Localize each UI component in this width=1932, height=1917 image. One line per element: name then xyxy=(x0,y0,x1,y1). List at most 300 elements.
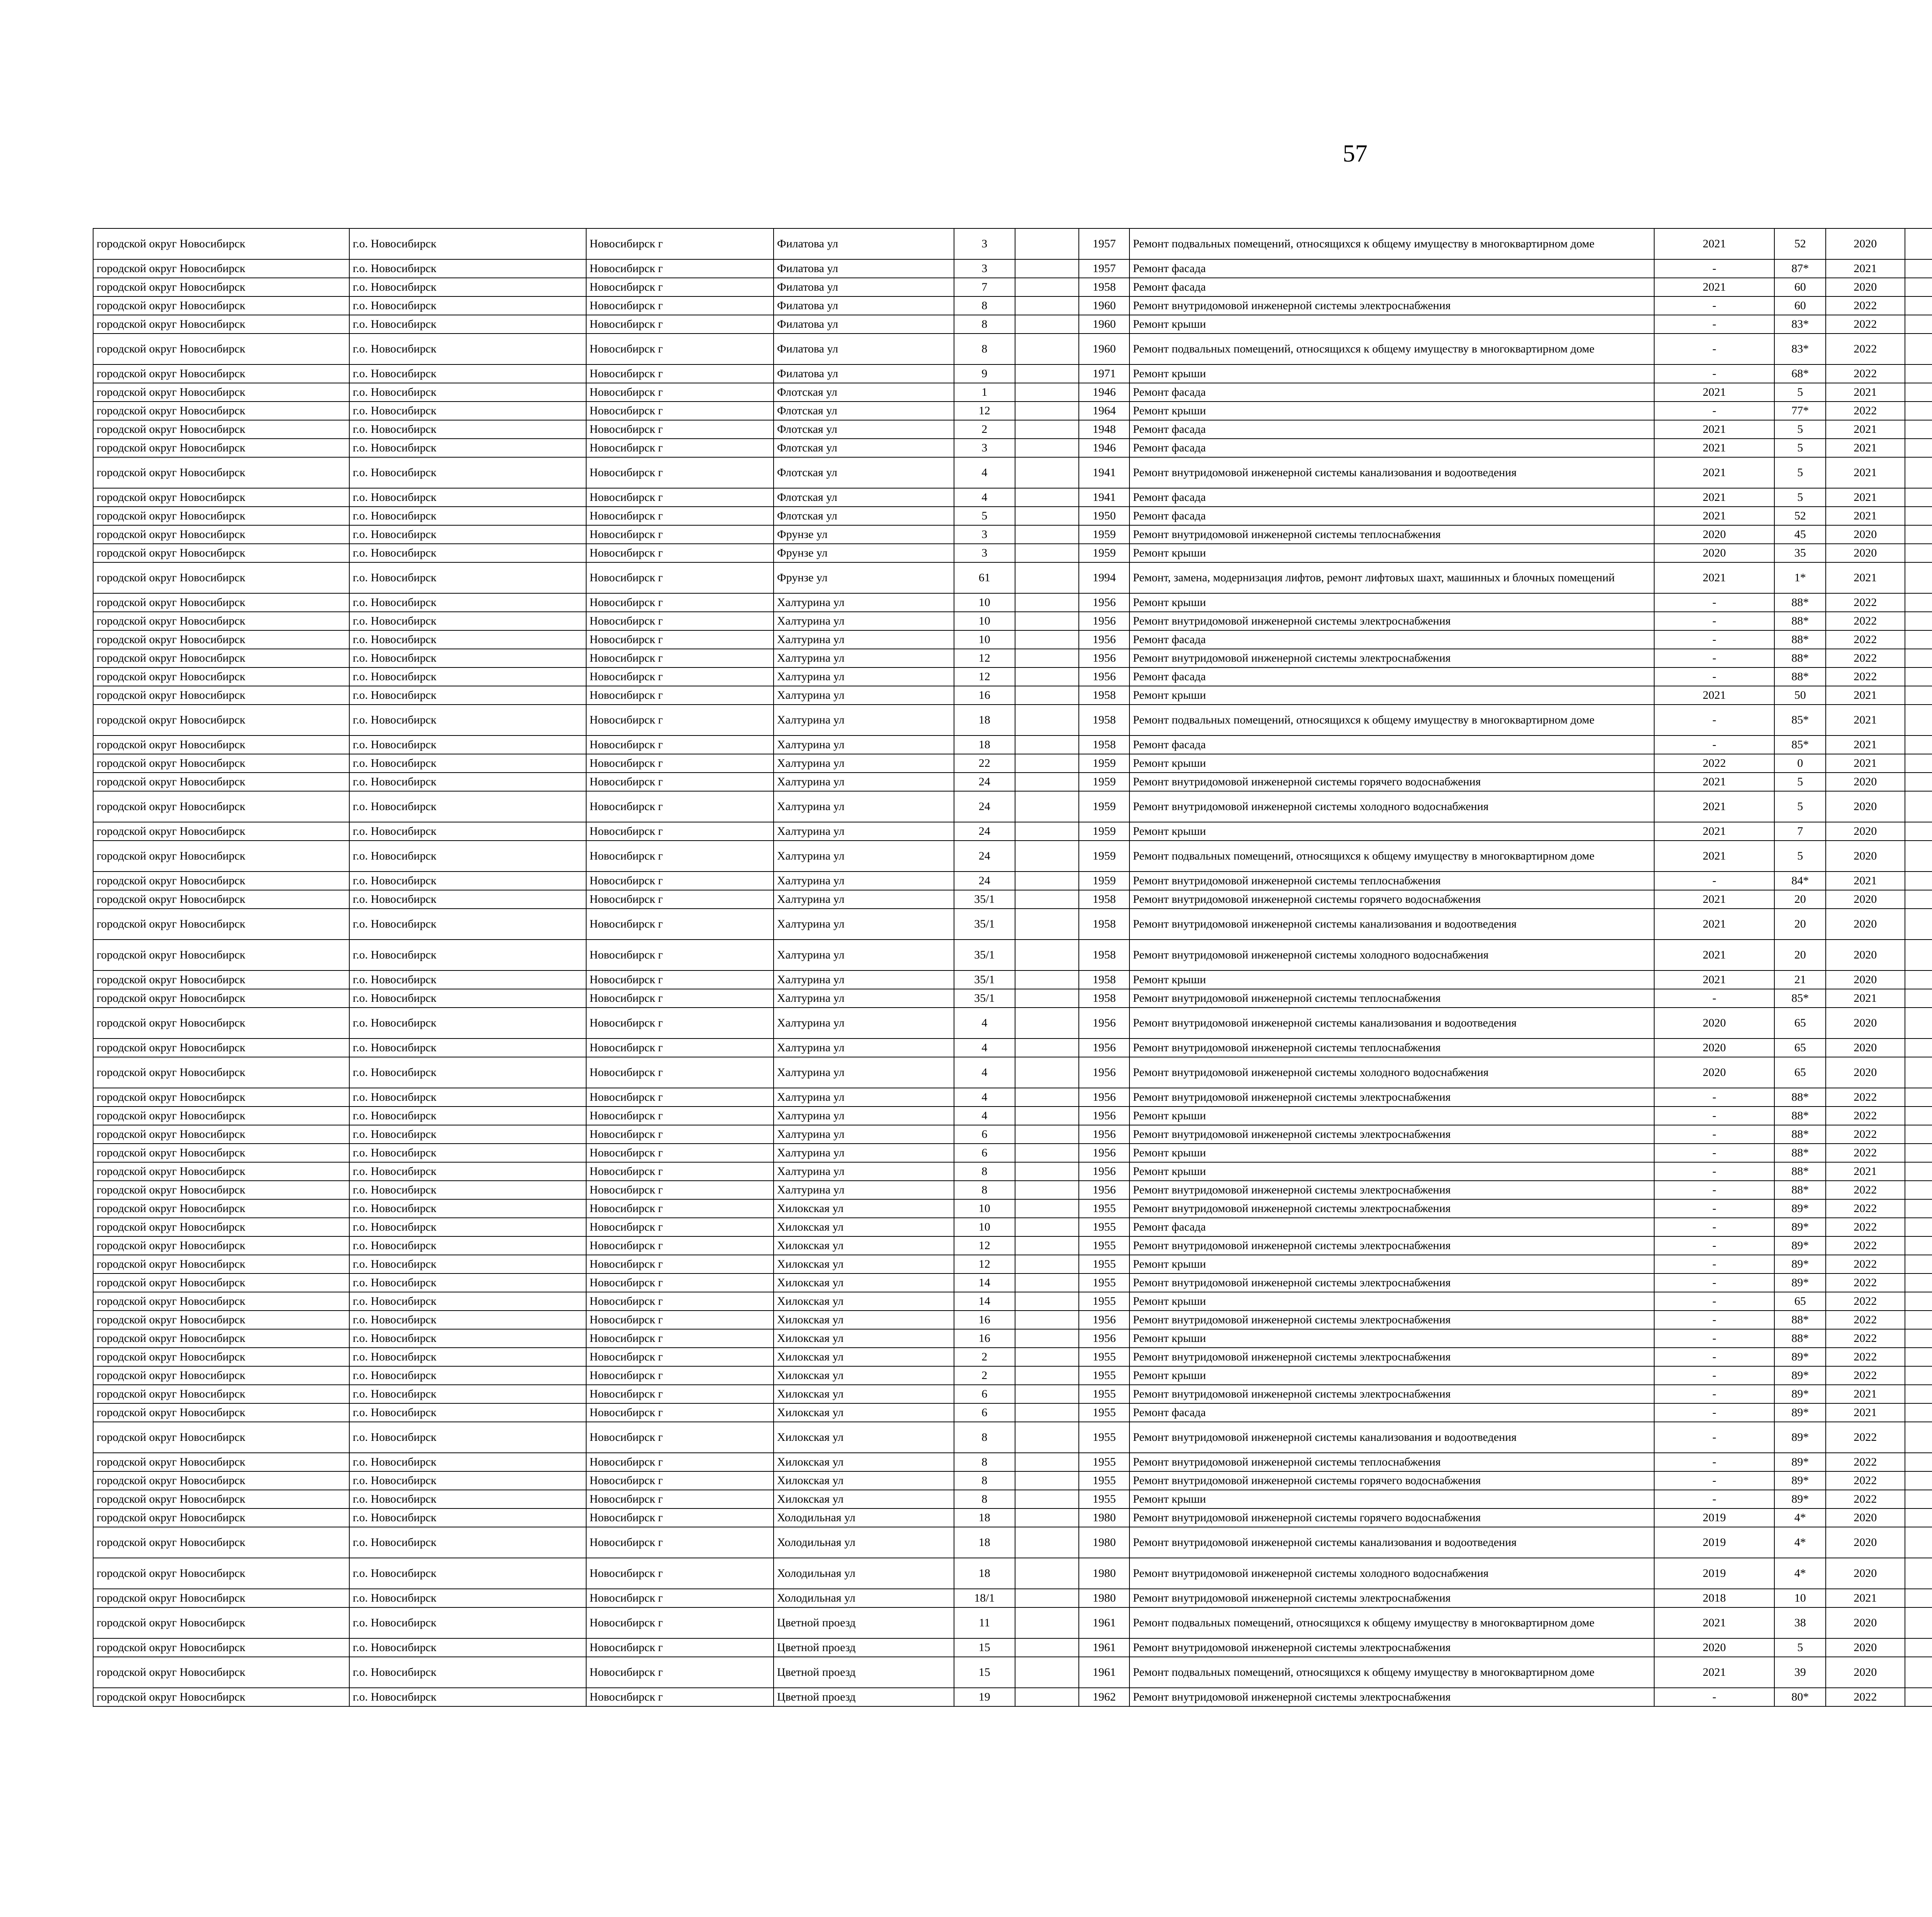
end-year-cell xyxy=(1905,1366,1932,1385)
work-type-cell: Ремонт внутридомовой инженерной системы теплоснабжения xyxy=(1129,525,1654,544)
building-cell xyxy=(1015,1292,1079,1311)
street-cell: Халтурина ул xyxy=(774,989,954,1008)
start-year-cell: 2022 xyxy=(1826,1273,1905,1292)
start-year-cell: 2020 xyxy=(1826,228,1905,259)
street-cell: Филатова ул xyxy=(774,296,954,315)
construction-year-cell: 1958 xyxy=(1079,705,1129,735)
district-cell: г.о. Новосибирск xyxy=(349,315,586,334)
planned-year-cell: 2019 xyxy=(1654,1508,1774,1527)
district-cell: г.о. Новосибирск xyxy=(349,1657,586,1688)
construction-year-cell: 1956 xyxy=(1079,1088,1129,1107)
wear-percent-cell: 88* xyxy=(1774,1181,1826,1199)
table-row xyxy=(93,296,1932,315)
municipality-cell: городской округ Новосибирск xyxy=(93,773,349,791)
municipality-cell: городской округ Новосибирск xyxy=(93,1199,349,1218)
city-cell: Новосибирск г xyxy=(586,735,774,754)
municipality-cell: городской округ Новосибирск xyxy=(93,612,349,630)
table-row xyxy=(93,872,1932,890)
wear-percent-cell: 85* xyxy=(1774,735,1826,754)
wear-percent-cell: 5 xyxy=(1774,383,1826,402)
construction-year-cell: 1958 xyxy=(1079,940,1129,970)
construction-year-cell: 1956 xyxy=(1079,612,1129,630)
table-row xyxy=(93,1638,1932,1657)
building-cell xyxy=(1015,822,1079,841)
end-year-cell xyxy=(1905,315,1932,334)
construction-year-cell: 1955 xyxy=(1079,1218,1129,1236)
district-cell: г.о. Новосибирск xyxy=(349,1107,586,1125)
start-year-cell: 2020 xyxy=(1826,841,1905,872)
building-cell xyxy=(1015,1385,1079,1403)
municipality-cell: городской округ Новосибирск xyxy=(93,1107,349,1125)
street-cell: Фрунзе ул xyxy=(774,562,954,593)
building-cell xyxy=(1015,1008,1079,1039)
work-type-cell: Ремонт внутридомовой инженерной системы электроснабжения xyxy=(1129,1181,1654,1199)
work-type-cell: Ремонт фасада xyxy=(1129,630,1654,649)
table-row xyxy=(93,773,1932,791)
start-year-cell: 2021 xyxy=(1826,1403,1905,1422)
construction-year-cell: 1955 xyxy=(1079,1471,1129,1490)
district-cell: г.о. Новосибирск xyxy=(349,872,586,890)
construction-year-cell: 1956 xyxy=(1079,1162,1129,1181)
street-cell: Хилокская ул xyxy=(774,1255,954,1273)
table-row xyxy=(93,1657,1932,1688)
planned-year-cell: - xyxy=(1654,402,1774,420)
district-cell: г.о. Новосибирск xyxy=(349,1088,586,1107)
district-cell: г.о. Новосибирск xyxy=(349,507,586,525)
municipality-cell: городской округ Новосибирск xyxy=(93,841,349,872)
building-cell xyxy=(1015,841,1079,872)
construction-year-cell: 1958 xyxy=(1079,970,1129,989)
work-type-cell: Ремонт подвальных помещений, относящихся к общему имуществу в многоквартирном доме xyxy=(1129,841,1654,872)
end-year-cell xyxy=(1905,420,1932,439)
table-row xyxy=(93,1403,1932,1422)
work-type-cell: Ремонт внутридомовой инженерной системы электроснабжения xyxy=(1129,296,1654,315)
city-cell: Новосибирск г xyxy=(586,1255,774,1273)
end-year-cell xyxy=(1905,1453,1932,1471)
building-cell xyxy=(1015,1589,1079,1607)
table-row xyxy=(93,420,1932,439)
start-year-cell: 2022 xyxy=(1826,1490,1905,1508)
building-cell xyxy=(1015,488,1079,507)
table-row xyxy=(93,1273,1932,1292)
city-cell: Новосибирск г xyxy=(586,1088,774,1107)
house-number-cell: 4 xyxy=(954,488,1015,507)
construction-year-cell: 1956 xyxy=(1079,593,1129,612)
municipality-cell: городской округ Новосибирск xyxy=(93,1008,349,1039)
district-cell: г.о. Новосибирск xyxy=(349,649,586,667)
work-type-cell: Ремонт внутридомовой инженерной системы электроснабжения xyxy=(1129,1273,1654,1292)
municipality-cell: городской округ Новосибирск xyxy=(93,1348,349,1366)
construction-year-cell: 1956 xyxy=(1079,649,1129,667)
start-year-cell: 2021 xyxy=(1826,872,1905,890)
end-year-cell xyxy=(1905,735,1932,754)
work-type-cell: Ремонт внутридомовой инженерной системы канализования и водоотведения xyxy=(1129,1422,1654,1453)
municipality-cell: городской округ Новосибирск xyxy=(93,315,349,334)
end-year-cell xyxy=(1905,488,1932,507)
house-number-cell: 6 xyxy=(954,1144,1015,1162)
construction-year-cell: 1958 xyxy=(1079,989,1129,1008)
district-cell: г.о. Новосибирск xyxy=(349,488,586,507)
construction-year-cell: 1959 xyxy=(1079,822,1129,841)
building-cell xyxy=(1015,562,1079,593)
district-cell: г.о. Новосибирск xyxy=(349,1403,586,1422)
district-cell: г.о. Новосибирск xyxy=(349,457,586,488)
street-cell: Халтурина ул xyxy=(774,773,954,791)
district-cell: г.о. Новосибирск xyxy=(349,1144,586,1162)
house-number-cell: 8 xyxy=(954,315,1015,334)
city-cell: Новосибирск г xyxy=(586,791,774,822)
building-cell xyxy=(1015,1471,1079,1490)
district-cell: г.о. Новосибирск xyxy=(349,1218,586,1236)
wear-percent-cell: 89* xyxy=(1774,1348,1826,1366)
construction-year-cell: 1959 xyxy=(1079,773,1129,791)
street-cell: Халтурина ул xyxy=(774,940,954,970)
wear-percent-cell: 89* xyxy=(1774,1403,1826,1422)
start-year-cell: 2022 xyxy=(1826,1218,1905,1236)
district-cell: г.о. Новосибирск xyxy=(349,735,586,754)
house-number-cell: 24 xyxy=(954,791,1015,822)
work-type-cell: Ремонт внутридомовой инженерной системы канализования и водоотведения xyxy=(1129,457,1654,488)
street-cell: Халтурина ул xyxy=(774,1039,954,1057)
end-year-cell xyxy=(1905,544,1932,562)
construction-year-cell: 1955 xyxy=(1079,1292,1129,1311)
table-row xyxy=(93,1008,1932,1039)
end-year-cell xyxy=(1905,1490,1932,1508)
start-year-cell: 2022 xyxy=(1826,612,1905,630)
work-type-cell: Ремонт крыши xyxy=(1129,1292,1654,1311)
building-cell xyxy=(1015,1107,1079,1125)
end-year-cell xyxy=(1905,909,1932,940)
street-cell: Хилокская ул xyxy=(774,1490,954,1508)
municipality-cell: городской округ Новосибирск xyxy=(93,791,349,822)
municipality-cell: городской округ Новосибирск xyxy=(93,488,349,507)
table-row xyxy=(93,940,1932,970)
street-cell: Хилокская ул xyxy=(774,1218,954,1236)
building-cell xyxy=(1015,791,1079,822)
street-cell: Хилокская ул xyxy=(774,1236,954,1255)
planned-year-cell: - xyxy=(1654,259,1774,278)
municipality-cell: городской округ Новосибирск xyxy=(93,1490,349,1508)
city-cell: Новосибирск г xyxy=(586,1107,774,1125)
street-cell: Филатова ул xyxy=(774,228,954,259)
start-year-cell: 2021 xyxy=(1826,383,1905,402)
start-year-cell: 2020 xyxy=(1826,940,1905,970)
work-type-cell: Ремонт внутридомовой инженерной системы электроснабжения xyxy=(1129,1236,1654,1255)
start-year-cell: 2021 xyxy=(1826,259,1905,278)
street-cell: Халтурина ул xyxy=(774,754,954,773)
municipality-cell: городской округ Новосибирск xyxy=(93,402,349,420)
street-cell: Хилокская ул xyxy=(774,1292,954,1311)
construction-year-cell: 1960 xyxy=(1079,334,1129,364)
register-body xyxy=(93,228,1932,1706)
wear-percent-cell: 5 xyxy=(1774,773,1826,791)
wear-percent-cell: 50 xyxy=(1774,686,1826,705)
end-year-cell xyxy=(1905,507,1932,525)
planned-year-cell: 2021 xyxy=(1654,686,1774,705)
planned-year-cell: - xyxy=(1654,1199,1774,1218)
end-year-cell xyxy=(1905,1688,1932,1706)
start-year-cell: 2021 xyxy=(1826,507,1905,525)
table-row xyxy=(93,735,1932,754)
start-year-cell: 2022 xyxy=(1826,1107,1905,1125)
table-row xyxy=(93,1508,1932,1527)
wear-percent-cell: 88* xyxy=(1774,593,1826,612)
building-cell xyxy=(1015,1527,1079,1558)
municipality-cell: городской округ Новосибирск xyxy=(93,1236,349,1255)
planned-year-cell: - xyxy=(1654,1422,1774,1453)
work-type-cell: Ремонт внутридомовой инженерной системы горячего водоснабжения xyxy=(1129,773,1654,791)
start-year-cell: 2022 xyxy=(1826,1329,1905,1348)
end-year-cell xyxy=(1905,1508,1932,1527)
start-year-cell: 2022 xyxy=(1826,296,1905,315)
construction-year-cell: 1948 xyxy=(1079,420,1129,439)
street-cell: Халтурина ул xyxy=(774,970,954,989)
city-cell: Новосибирск г xyxy=(586,1508,774,1527)
end-year-cell xyxy=(1905,1236,1932,1255)
house-number-cell: 2 xyxy=(954,420,1015,439)
house-number-cell: 3 xyxy=(954,228,1015,259)
building-cell xyxy=(1015,1558,1079,1589)
start-year-cell: 2022 xyxy=(1826,1255,1905,1273)
house-number-cell: 61 xyxy=(954,562,1015,593)
district-cell: г.о. Новосибирск xyxy=(349,909,586,940)
municipality-cell: городской округ Новосибирск xyxy=(93,705,349,735)
start-year-cell: 2022 xyxy=(1826,1688,1905,1706)
start-year-cell: 2022 xyxy=(1826,1453,1905,1471)
table-row xyxy=(93,457,1932,488)
construction-year-cell: 1946 xyxy=(1079,383,1129,402)
district-cell: г.о. Новосибирск xyxy=(349,296,586,315)
municipality-cell: городской округ Новосибирск xyxy=(93,1366,349,1385)
street-cell: Халтурина ул xyxy=(774,909,954,940)
district-cell: г.о. Новосибирск xyxy=(349,1236,586,1255)
house-number-cell: 19 xyxy=(954,1688,1015,1706)
house-number-cell: 2 xyxy=(954,1348,1015,1366)
table-row xyxy=(93,402,1932,420)
house-number-cell: 35/1 xyxy=(954,890,1015,909)
municipality-cell: городской округ Новосибирск xyxy=(93,1471,349,1490)
wear-percent-cell: 60 xyxy=(1774,296,1826,315)
house-number-cell: 16 xyxy=(954,686,1015,705)
end-year-cell xyxy=(1905,1088,1932,1107)
district-cell: г.о. Новосибирск xyxy=(349,989,586,1008)
wear-percent-cell: 52 xyxy=(1774,507,1826,525)
city-cell: Новосибирск г xyxy=(586,1607,774,1638)
city-cell: Новосибирск г xyxy=(586,1589,774,1607)
city-cell: Новосибирск г xyxy=(586,1657,774,1688)
wear-percent-cell: 4* xyxy=(1774,1508,1826,1527)
street-cell: Хилокская ул xyxy=(774,1348,954,1366)
municipality-cell: городской округ Новосибирск xyxy=(93,1273,349,1292)
wear-percent-cell: 89* xyxy=(1774,1366,1826,1385)
construction-year-cell: 1955 xyxy=(1079,1385,1129,1403)
work-type-cell: Ремонт фасада xyxy=(1129,439,1654,457)
city-cell: Новосибирск г xyxy=(586,1273,774,1292)
house-number-cell: 18 xyxy=(954,1508,1015,1527)
planned-year-cell: - xyxy=(1654,296,1774,315)
planned-year-cell: 2021 xyxy=(1654,970,1774,989)
municipality-cell: городской округ Новосибирск xyxy=(93,1088,349,1107)
table-row xyxy=(93,562,1932,593)
table-row xyxy=(93,383,1932,402)
district-cell: г.о. Новосибирск xyxy=(349,544,586,562)
wear-percent-cell: 4* xyxy=(1774,1558,1826,1589)
building-cell xyxy=(1015,593,1079,612)
table-row xyxy=(93,822,1932,841)
start-year-cell: 2020 xyxy=(1826,1657,1905,1688)
start-year-cell: 2022 xyxy=(1826,364,1905,383)
construction-year-cell: 1956 xyxy=(1079,1144,1129,1162)
construction-year-cell: 1946 xyxy=(1079,439,1129,457)
table-row xyxy=(93,1162,1932,1181)
wear-percent-cell: 5 xyxy=(1774,488,1826,507)
building-cell xyxy=(1015,1657,1079,1688)
city-cell: Новосибирск г xyxy=(586,970,774,989)
municipality-cell: городской округ Новосибирск xyxy=(93,383,349,402)
work-type-cell: Ремонт крыши xyxy=(1129,593,1654,612)
wear-percent-cell: 85* xyxy=(1774,705,1826,735)
construction-year-cell: 1958 xyxy=(1079,890,1129,909)
street-cell: Хилокская ул xyxy=(774,1422,954,1453)
building-cell xyxy=(1015,735,1079,754)
planned-year-cell: - xyxy=(1654,612,1774,630)
end-year-cell xyxy=(1905,1008,1932,1039)
construction-year-cell: 1955 xyxy=(1079,1348,1129,1366)
construction-year-cell: 1955 xyxy=(1079,1236,1129,1255)
end-year-cell xyxy=(1905,1527,1932,1558)
end-year-cell xyxy=(1905,754,1932,773)
work-type-cell: Ремонт внутридомовой инженерной системы холодного водоснабжения xyxy=(1129,1057,1654,1088)
planned-year-cell: - xyxy=(1654,1162,1774,1181)
work-type-cell: Ремонт внутридомовой инженерной системы электроснабжения xyxy=(1129,649,1654,667)
end-year-cell xyxy=(1905,1589,1932,1607)
building-cell xyxy=(1015,630,1079,649)
wear-percent-cell: 7 xyxy=(1774,822,1826,841)
wear-percent-cell: 5 xyxy=(1774,420,1826,439)
district-cell: г.о. Новосибирск xyxy=(349,841,586,872)
planned-year-cell: 2021 xyxy=(1654,1607,1774,1638)
house-number-cell: 35/1 xyxy=(954,989,1015,1008)
table-row xyxy=(93,228,1932,259)
wear-percent-cell: 20 xyxy=(1774,940,1826,970)
wear-percent-cell: 85* xyxy=(1774,989,1826,1008)
end-year-cell xyxy=(1905,630,1932,649)
district-cell: г.о. Новосибирск xyxy=(349,1688,586,1706)
planned-year-cell: - xyxy=(1654,1255,1774,1273)
city-cell: Новосибирск г xyxy=(586,841,774,872)
planned-year-cell: - xyxy=(1654,1490,1774,1508)
start-year-cell: 2020 xyxy=(1826,1638,1905,1657)
street-cell: Хилокская ул xyxy=(774,1366,954,1385)
work-type-cell: Ремонт крыши xyxy=(1129,1329,1654,1348)
building-cell xyxy=(1015,1688,1079,1706)
work-type-cell: Ремонт крыши xyxy=(1129,364,1654,383)
construction-year-cell: 1961 xyxy=(1079,1638,1129,1657)
planned-year-cell: 2021 xyxy=(1654,791,1774,822)
street-cell: Флотская ул xyxy=(774,439,954,457)
street-cell: Филатова ул xyxy=(774,278,954,296)
district-cell: г.о. Новосибирск xyxy=(349,773,586,791)
table-row xyxy=(93,1199,1932,1218)
city-cell: Новосибирск г xyxy=(586,1385,774,1403)
municipality-cell: городской округ Новосибирск xyxy=(93,686,349,705)
city-cell: Новосибирск г xyxy=(586,909,774,940)
end-year-cell xyxy=(1905,1144,1932,1162)
house-number-cell: 24 xyxy=(954,841,1015,872)
building-cell xyxy=(1015,402,1079,420)
street-cell: Халтурина ул xyxy=(774,841,954,872)
district-cell: г.о. Новосибирск xyxy=(349,1508,586,1527)
district-cell: г.о. Новосибирск xyxy=(349,1273,586,1292)
planned-year-cell: 2021 xyxy=(1654,457,1774,488)
work-type-cell: Ремонт внутридомовой инженерной системы горячего водоснабжения xyxy=(1129,890,1654,909)
start-year-cell: 2020 xyxy=(1826,791,1905,822)
start-year-cell: 2021 xyxy=(1826,488,1905,507)
wear-percent-cell: 89* xyxy=(1774,1385,1826,1403)
planned-year-cell: 2021 xyxy=(1654,228,1774,259)
wear-percent-cell: 88* xyxy=(1774,1107,1826,1125)
district-cell: г.о. Новосибирск xyxy=(349,1199,586,1218)
city-cell: Новосибирск г xyxy=(586,1039,774,1057)
district-cell: г.о. Новосибирск xyxy=(349,525,586,544)
building-cell xyxy=(1015,507,1079,525)
construction-year-cell: 1955 xyxy=(1079,1403,1129,1422)
city-cell: Новосибирск г xyxy=(586,773,774,791)
city-cell: Новосибирск г xyxy=(586,1144,774,1162)
municipality-cell: городской округ Новосибирск xyxy=(93,970,349,989)
repair-register-table xyxy=(93,228,1932,1707)
house-number-cell: 3 xyxy=(954,544,1015,562)
construction-year-cell: 1956 xyxy=(1079,1039,1129,1057)
house-number-cell: 3 xyxy=(954,259,1015,278)
city-cell: Новосибирск г xyxy=(586,822,774,841)
street-cell: Холодильная ул xyxy=(774,1527,954,1558)
municipality-cell: городской округ Новосибирск xyxy=(93,259,349,278)
planned-year-cell: - xyxy=(1654,1403,1774,1422)
district-cell: г.о. Новосибирск xyxy=(349,420,586,439)
construction-year-cell: 1957 xyxy=(1079,228,1129,259)
end-year-cell xyxy=(1905,872,1932,890)
house-number-cell: 35/1 xyxy=(954,909,1015,940)
start-year-cell: 2020 xyxy=(1826,278,1905,296)
table-row xyxy=(93,649,1932,667)
work-type-cell: Ремонт крыши xyxy=(1129,544,1654,562)
planned-year-cell: - xyxy=(1654,705,1774,735)
work-type-cell: Ремонт внутридомовой инженерной системы канализования и водоотведения xyxy=(1129,909,1654,940)
table-row xyxy=(93,439,1932,457)
table-row xyxy=(93,1471,1932,1490)
planned-year-cell: 2021 xyxy=(1654,822,1774,841)
construction-year-cell: 1960 xyxy=(1079,296,1129,315)
municipality-cell: городской округ Новосибирск xyxy=(93,667,349,686)
end-year-cell xyxy=(1905,1638,1932,1657)
house-number-cell: 4 xyxy=(954,1088,1015,1107)
building-cell xyxy=(1015,1088,1079,1107)
end-year-cell xyxy=(1905,940,1932,970)
end-year-cell xyxy=(1905,791,1932,822)
wear-percent-cell: 88* xyxy=(1774,1125,1826,1144)
wear-percent-cell: 65 xyxy=(1774,1008,1826,1039)
start-year-cell: 2020 xyxy=(1826,1607,1905,1638)
end-year-cell xyxy=(1905,562,1932,593)
work-type-cell: Ремонт внутридомовой инженерной системы холодного водоснабжения xyxy=(1129,791,1654,822)
district-cell: г.о. Новосибирск xyxy=(349,1607,586,1638)
wear-percent-cell: 88* xyxy=(1774,1088,1826,1107)
work-type-cell: Ремонт внутридомовой инженерной системы горячего водоснабжения xyxy=(1129,1508,1654,1527)
house-number-cell: 8 xyxy=(954,1422,1015,1453)
work-type-cell: Ремонт внутридомовой инженерной системы холодного водоснабжения xyxy=(1129,1558,1654,1589)
street-cell: Хилокская ул xyxy=(774,1385,954,1403)
